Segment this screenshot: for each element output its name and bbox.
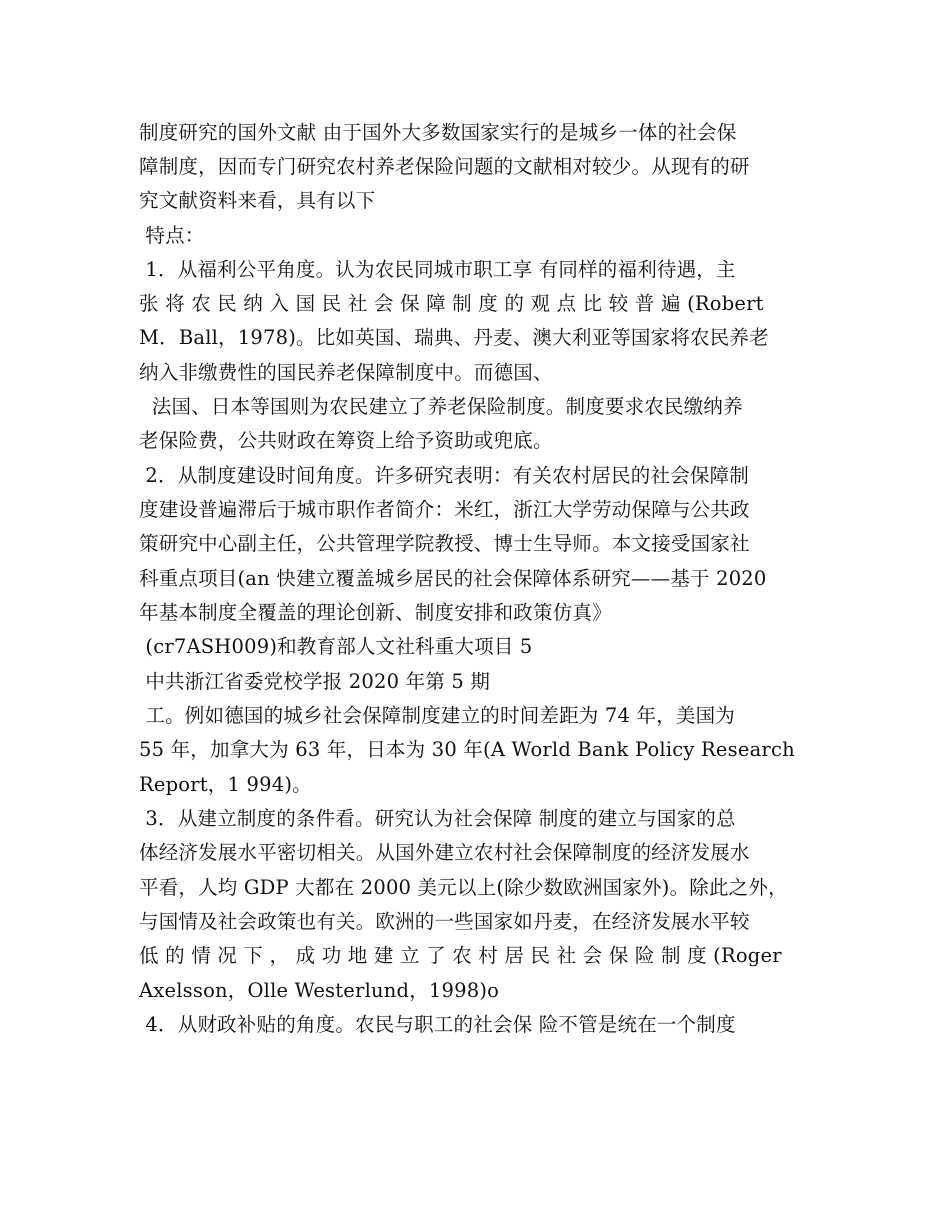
text-line: 体经济发展水平密切相关。从国外建立农村社会保障制度的经济发展水 (139, 841, 750, 864)
text-line: 平看，人均 GDP 大都在 2000 美元以上(除少数欧洲国家外)。除此之外， (139, 876, 788, 899)
text-line: 度建设普遍滞后于城市职作者简介：米红，浙江大学劳动保障与公共政 (139, 498, 750, 521)
text-line: 55 年，加拿大为 63 年，日本为 30 年(A World Bank Policy Research (139, 738, 795, 761)
text-line: 障制度，因而专门研究农村养老保险问题的文献相对较少。从现有的研 (139, 155, 750, 178)
text-line: 2．从制度建设时间角度。许多研究表明：有关农村居民的社会保障制 (139, 464, 750, 487)
text-line: 特点： (139, 224, 205, 247)
text-line: 年基本制度全覆盖的理论创新、制度安排和政策仿真》 (139, 601, 612, 624)
text-line: M．Ball，1978)。比如英国、瑞典、丹麦、澳大利亚等国家将农民养老 (139, 326, 769, 349)
text-line: 策研究中心副主任，公共管理学院教授、博士生导师。本文接受国家社 (139, 532, 750, 555)
text-line: 低 的 情 况 下 ， 成 功 地 建 立 了 农 村 居 民 社 会 保 险 制 度 (Roger (139, 944, 782, 967)
text-line: Axelsson，Olle Westerlund，1998)o (139, 979, 500, 1002)
text-line: 与国情及社会政策也有关。欧洲的一些国家如丹麦，在经济发展水平较 (139, 910, 750, 933)
text-line: 3．从建立制度的条件看。研究认为社会保障 制度的建立与国家的总 (139, 807, 736, 830)
text-line: 制度研究的国外文献 由于国外大多数国家实行的是城乡一体的社会保 (139, 121, 737, 144)
text-line: 4．从财政补贴的角度。农民与职工的社会保 险不管是统在一个制度 (139, 1013, 736, 1036)
text-line: 张 将 农 民 纳 入 国 民 社 会 保 障 制 度 的 观 点 比 较 普 遍 (Robert (139, 292, 764, 315)
text-line: 科重点项目(an 快建立覆盖城乡居民的社会保障体系研究——基于 2020 (139, 567, 767, 590)
text-line: 老保险费，公共财政在筹资上给予资助或兜底。 (139, 429, 553, 452)
text-line: 1．从福利公平角度。认为农民同城市职工享 有同样的福利待遇，主 (139, 258, 736, 281)
text-line: (cr7ASH009)和教育部人文社科重大项目 5 (139, 635, 533, 658)
text-line: 法国、日本等国则为农民建立了养老保险制度。制度要求农民缴纳养 (139, 395, 743, 418)
text-line: 中共浙江省委党校学报 2020 年第 5 期 (139, 670, 491, 693)
text-line: 纳入非缴费性的国民养老保障制度中。而德国、 (139, 361, 553, 384)
text-line: 究文献资料来看，具有以下 (139, 189, 376, 212)
text-line: Report，1 994)。 (139, 773, 312, 796)
text-line: 工。例如德国的城乡社会保障制度建立的时间差距为 74 年，美国为 (139, 704, 736, 727)
